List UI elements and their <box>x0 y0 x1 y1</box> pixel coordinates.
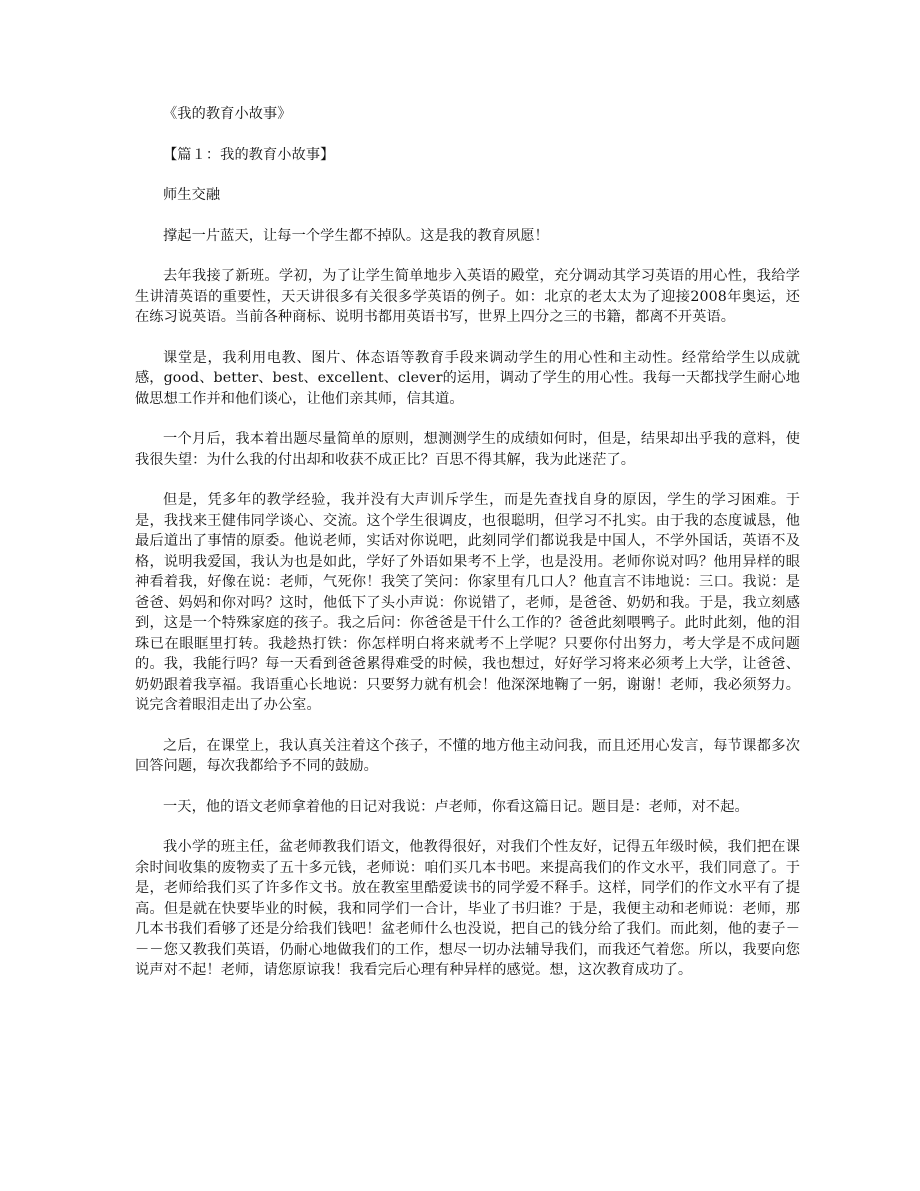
document-body <box>135 104 800 1001</box>
section-heading: 【篇１：我的教育小故事】 <box>163 146 335 163</box>
paragraph-5: 但是，凭多年的教学经验，我并没有大声训斥学生，而是先查找自身的原因，学生的学习困难。于是，我找来王健伟同学谈心、交流。这个学生很调皮，也很聪明，但学习不扎实。由于我的态度诚恳，他最后道出了事情的原委。他说老师，实话对你说吧，此刻同学们都说我是中国人，不学外国话，英语不及格，说明我爱国，我认为也是如此，学好了外语如果考不上学，也是没用。老师你说对吗？他用异样的眼神看着我，好像在说：老师，气死你！我笑了笑问：你家里有几口人？他直言不讳地说：三口。我说：是爸爸、妈妈和你对吗？这时，他低下了头小声说：你说错了，老师，是爸爸、奶奶和我。于是，我立刻感到，这是一个特殊家庭的孩子。我之后问：你爸爸是干什么工作的？爸爸此刻喂鸭子。此时此刻，他的泪珠已在眼眶里打转。我趁热打铁：你怎样明白将来就考不上学呢？只要你付出努力，考大学是不成问题的。我，我能行吗？每一天看到爸爸累得难受的时候，我也想过，好好学习将来必须考上大学，让爸爸、奶奶跟着我享福。我语重心长地说：只要努力就有机会！他深深地鞠了一躬，谢谢！老师，我必须努力。说完含着眼泪走出了办公室。 <box>135 492 800 713</box>
section-subtitle: 师生交融 <box>163 187 221 203</box>
paragraph-4: 一个月后，我本着出题尽量简单的原则，想测测学生的成绩如何时，但是，结果却出乎我的意料，使我很失望：为什么我的付出却和收获不成正比？百思不得其解，我为此迷茫了。 <box>135 431 800 468</box>
paragraph-7: 一天，他的语文老师拿着他的日记对我说：卢老师，你看这篇日记。题目是：老师，对不起。 <box>163 798 749 815</box>
document-title: 《我的教育小故事》 <box>163 106 292 122</box>
paragraph-8: 我小学的班主任，盆老师教我们语文，他教得很好，对我们个性友好，记得五年级时候，我们把在课余时间收集的废物卖了五十多元钱，老师说：咱们买几本书吧。来提高我们的作文水平，我们同意了。于是，老师给我们买了许多作文书。放在教室里酷爱读书的同学爱不释手。这样，同学们的作文水平有了提高。但是就在快要毕业的时候，我和同学们一合计，毕业了书归谁？于是，我便主动和老师说：老师，那几本书我们看够了还是分给我们钱吧！盆老师什么也没说，把自己的钱分给了我们。而此刻，他的妻子－－－您又教我们英语，仍耐心地做我们的工作，想尽一切办法辅导我们，而我还气着您。所以，我要向您说声对不起！老师，请您原谅我！我看完后心理有种异样的感觉。想，这次教育成功了。 <box>135 839 800 978</box>
paragraph-2: 去年我接了新班。学初，为了让学生简单地步入英语的殿堂，充分调动其学习英语的用心性，我给学生讲清英语的重要性，天天讲很多有关很多学英语的例子。如：北京的老太太为了迎接2008年奥运，还在练习说英语。当前各种商标、说明书都用英语书写，世界上四分之三的书籍，都离不开英语。 <box>135 268 800 325</box>
paragraph-3: 课堂是，我利用电教、图片、体态语等教育手段来调动学生的用心性和主动性。经常给学生以成就感，good、better、best、excellent、clever的运用，调动了学生的用心性。我每一天都找学生耐心地做思想工作并和他们谈心，让他们亲其师，信其道。 <box>135 349 800 407</box>
paragraph-1: 撑起一片蓝天，让每一个学生都不掉队。这是我的教育夙愿！ <box>163 227 549 244</box>
paragraph-6: 之后，在课堂上，我认真关注着这个孩子，不懂的地方他主动问我，而且还用心发言，每节课都多次回答问题，每次我都给予不同的鼓励。 <box>135 737 800 774</box>
